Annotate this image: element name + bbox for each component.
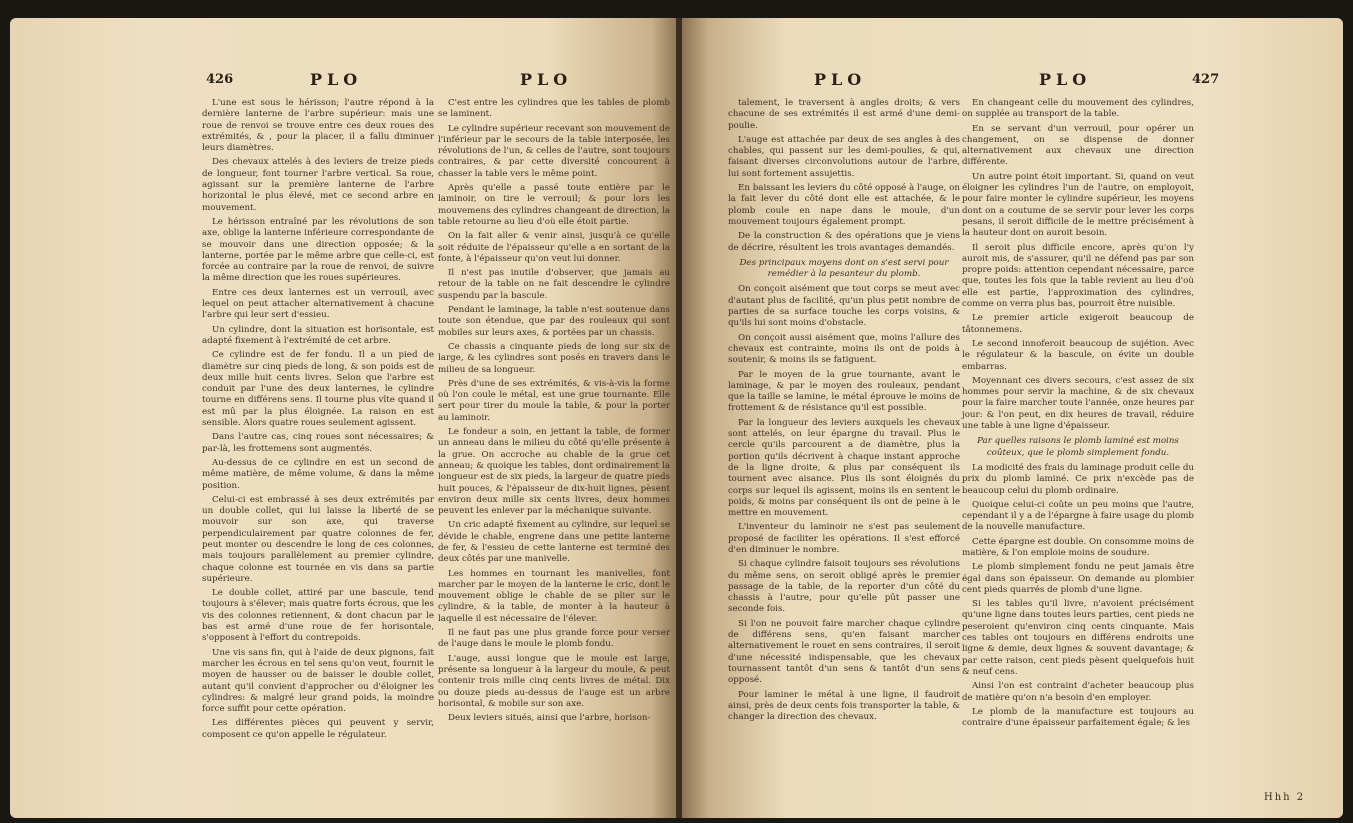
paragraph: L'une est sous le hérisson; l'autre répond à la dernière lanterne de l'arbre supérieur: mais une roue de renvoi se trouve entre ces deux roues des extrémités, & , pour la placer, il a fallu diminuer leurs diamètres.: [202, 98, 434, 154]
open-book: [10, 18, 1343, 818]
paragraph: Le plomb de la manufacture est toujours au contraire d'une épaisseur parfaitement égale; & les: [962, 706, 1194, 729]
page-number: 427: [1192, 72, 1220, 87]
paragraph: Le double collet, attiré par une bascule, tend toujours à s'élever; mais quatre forts écrous, que les vis des colonnes retiennent, & dont chacun par le bas est armé d'une roue de fer horisontale, s'opposent à l'effort du contrepoids.: [202, 588, 434, 644]
paragraph: L'auge, aussi longue que le moule est large, présente sa longueur à la largeur du moule, & peut contenir trois mille cinq cents livres de métal. Dix ou douze pieds au-dessus de l'auge est un arbre horisontal, & mobile sur son axe.: [438, 653, 670, 709]
paragraph: Après qu'elle a passé toute entière par le laminoir, on tire le verrouil; & pour lors les mouvemens des cylindres changeant de direction, la table retourne au lieu d'où elle étoit partie.: [438, 183, 670, 227]
paragraph: Le cylindre supérieur recevant son mouvement de l'inférieur par le secours de la table interposée, les révolutions de l'un, & celles de l'autre, sont toujours contraires, & par cette diversité concourent à chasser la table vers le même point.: [438, 123, 670, 179]
paragraph: On la fait aller & venir ainsi, jusqu'à ce qu'elle soit réduite de l'épaisseur qu'elle a en sortant de la fonte, à l'épaisseur qu'on veut lui donner.: [438, 231, 670, 264]
text-column: [202, 98, 434, 744]
paragraph: L'auge est attachée par deux de ses angles à des chables, qui passent sur les demi-poulies, & qui, faisant diverses circonvolutions autour de l'arbre, lui sont fortement assujettis.: [728, 134, 960, 179]
left-page: [10, 18, 678, 818]
paragraph: On conçoit aisément que tout corps se meut avec d'autant plus de facilité, qu'un plus petit nombre de parties de sa surface touche les corps voisins, & qu'ils lui sont moins d'obstacle.: [728, 284, 960, 329]
paragraph: Il n'est pas inutile d'observer, que jamais au retour de la table on ne fait descendre le cylindre suspendu par la bascule.: [438, 268, 670, 301]
paragraph: Les différentes pièces qui peuvent y servir, composent ce qu'on appelle le régulateur.: [202, 718, 434, 740]
paragraph: Un autre point étoit important. Si, quand on veut éloigner les cylindres l'un de l'autre, on employoit, pour faire monter le cylindre supérieur, les moyens dont on a coutume de se servir pour lever les corps pesans, il seroit difficile de le mettre précisément à la hauteur dont on auroit besoin.: [962, 171, 1194, 239]
paragraph: Les hommes en tournant les manivelles, font marcher par le moyen de la lanterne le cric, dont le mouvement oblige le chable de se plier sur le cylindre, & la table, de monter à la hauteur à laquelle il est nécessaire de l'élever.: [438, 568, 670, 624]
paragraph: Si l'on ne pouvoit faire marcher chaque cylindre de différens sens, qu'en faisant marcher alternativement le rouet en sens contraires, il seroit d'une nécessité indispensable, que les chevaux tournassent tantôt d'un sens & tantôt d'un sens opposé.: [728, 618, 960, 686]
paragraph: Le premier article exigeroit beaucoup de tâtonnemens.: [962, 313, 1194, 335]
paragraph: Pour laminer le métal à une ligne, il faudroit ainsi, près de deux cents fois transporter la table, & changer la direction des chevaux.: [728, 689, 960, 723]
running-head: PLO: [814, 70, 867, 89]
paragraph: Cette épargne est double. On consomme moins de matière, & l'on emploie moins de soudure.: [962, 536, 1195, 558]
paragraph: Ainsi l'on est contraint d'acheter beaucoup plus de matière qu'on n'a besoin d'en employer.: [962, 681, 1194, 703]
paragraph: Le plomb simplement fondu ne peut jamais être égal dans son épaisseur. On demande au plombier cent pieds quarrés de plomb d'une ligne.: [962, 562, 1194, 595]
paragraph: La modicité des frais du laminage produit celle du prix du plomb laminé. Ce prix n'excède pas de beaucoup celui du plomb ordinaire.: [962, 462, 1194, 496]
running-head: PLO: [310, 70, 363, 89]
paragraph: Un cylindre, dont la situation est horisontale, est adapté fixement à l'extrémité de cet arbre.: [202, 324, 434, 346]
paragraph: Ce cylindre est de fer fondu. Il a un pied de diamètre sur cinq pieds de long, & son poids est de deux mille huit cents livres. Selon que l'arbre est conduit par l'une des deux lanternes, le cylindre tourne en différens sens. Il tourne plus vîte quand il est mû par la plus éloignée. La raison en est sensible. Alors quatre roues seulement agissent.: [202, 350, 434, 429]
paragraph: Des principaux moyens dont on s'est servi pour remédier à la pesanteur du plomb.: [739, 257, 949, 280]
text-column: [438, 98, 670, 727]
paragraph: De la construction & des opérations que je viens de décrire, résultent les trois avantages demandés.: [728, 231, 960, 253]
paragraph: Quoique celui-ci coûte un peu moins que l'autre, cependant il y a de l'épargne à faire usage du plomb de la nouvelle manufacture.: [962, 499, 1194, 533]
paragraph: Près d'une de ses extrémités, & vis-à-vis la forme où l'on coule le métal, est une grue tournante. Elle sert pour tirer du moule la table, & pour la porter au laminoir.: [438, 378, 670, 423]
paragraph: En se servant d'un verrouil, pour opérer un changement, on se dispense de donner alternativement aux chevaux une direction différente.: [962, 123, 1194, 168]
paragraph: En changeant celle du mouvement des cylindres, on supplée au transport de la table.: [962, 98, 1194, 120]
paragraph: Par la longueur des leviers auxquels les chevaux sont attelés, on leur épargne du travail. Plus le cercle qu'ils parcourent a de diamètre, plus la portion qu'ils décrivent à chaque instant approche de la ligne droite, & plus par conséquent ils tournent avec aisance. Plus ils sont éloignés du corps sur lequel ils agissent, moins ils en sentent le poids, & moins par conséquent ils ont de peine à le mettre en mouvement.: [728, 417, 960, 519]
signature-mark: Hhh 2: [1264, 792, 1306, 803]
paragraph: Le second innoferoit beaucoup de sujétion. Avec le régulateur & la bascule, on évite un double embarras.: [962, 338, 1194, 372]
paragraph: Des chevaux attelés à des leviers de treize pieds de longueur, font tourner l'arbre vertical. Sa roue, agissant sur la première lanterne de l'arbre horizontal le plus élevé, met ce second arbre en mouvement.: [202, 157, 434, 213]
paragraph: Par quelles raisons le plomb laminé est moins coûteux, que le plomb simplement fondu.: [977, 436, 1179, 458]
paragraph: Si chaque cylindre faisoit toujours ses révolutions du même sens, on seroit obligé après le premier passage de la table, de la reporter d'un côté du chassis à l'autre, pour qu'elle pût passer une seconde fois.: [728, 559, 960, 615]
paragraph: Un cric adapté fixement au cylindre, sur lequel se dévide le chable, engrene dans une petite lanterne de fer, & l'essieu de cette lanterne est terminé des deux côtés par une manivelle.: [438, 520, 670, 565]
paragraph: Par le moyen de la grue tournante, avant le laminage, & par le moyen des rouleaux, pendant que la taille se lamine, le métal éprouve le moins de frottement & de résistance qu'il est possible.: [728, 369, 960, 414]
running-head: PLO: [520, 70, 573, 89]
text-column: [728, 98, 960, 726]
right-page: [682, 18, 1343, 818]
paragraph: Une vis sans fin, qui à l'aide de deux pignons, fait marcher les écrous en tel sens qu'on veut, fournit le moyen de hausser ou de baisser le double collet, autant qu'il convient d'approcher ou d'éloigner les cylindres: & malgré leur grand poids, la moindre force suffit pour cette opération.: [202, 647, 434, 715]
paragraph: Dans l'autre cas, cinq roues sont nécessaires; & par-là, les frottemens sont augmentés.: [202, 432, 434, 454]
paragraph: Le hérisson entraîné par les révolutions de son axe, oblige la lanterne inférieure correspondante de se mouvoir dans une direction opposée; & la lanterne, portée par le même arbre que celle-ci, est forcée au contraire par la roue de renvoi, de suivre la même direction que les roues supérieures.: [202, 216, 434, 284]
paragraph: C'est entre les cylindres que les tables de plomb se laminent.: [438, 98, 670, 120]
page-number: 426: [206, 72, 234, 87]
paragraph: Si les tables qu'il livre, n'avoient précisément qu'une ligne dans toutes leurs parties, cent pieds ne peseroient qu'environ cinq cents cinquante. Mais ces tables ont toujours en différens endroits une ligne & demie, deux lignes & souvent davantage; & par cette raison, cent pieds pèsent quelquefois huit & neuf cens.: [962, 599, 1194, 677]
paragraph: Celui-ci est embrassé à ses deux extrémités par un double collet, qui lui laisse la liberté de se mouvoir sur son axe, qui traverse perpendiculairement par quatre colonnes de fer, peut monter ou descendre le long de ces colonnes, mais toujours parallèlement au premier cylindre, chaque colonne est tournée en vis dans sa partie supérieure.: [202, 494, 434, 584]
paragraph: Moyennant ces divers secours, c'est assez de six hommes pour servir la machine, & de six chevaux pour la faire marcher toute l'année, onze heures par jour: & l'on peut, en dix heures de travail, réduire une table à une ligne d'épaisseur.: [962, 375, 1194, 432]
running-head: PLO: [1039, 70, 1092, 89]
paragraph: talement, le traversent à angles droits; & vers chacune de ses extrémités il est armé d'une demi-poulie.: [728, 98, 960, 131]
paragraph: Le fondeur a soin, en jettant la table, de former un anneau dans le milieu du côté qu'elle présente à la grue. On accroche au chable de la grue cet anneau; & quoique les tables, dont ordinairement la longueur est de six pieds, la largeur de quatre pieds huit pouces, & l'épaisseur de dix-huit lignes, pèsent environ deux mille six cents livres, deux hommes peuvent les enlever par la méchanique suivante.: [438, 427, 670, 517]
paragraph: Deux leviers situés, ainsi que l'arbre, horison-: [448, 713, 651, 724]
paragraph: L'inventeur du laminoir ne s'est pas seulement proposé de faciliter les opérations. Il s'est efforcé d'en diminuer le nombre.: [728, 522, 960, 555]
paragraph: Entre ces deux lanternes est un verrouil, avec lequel on peut attacher alternativement à chacune l'arbre qui leur sert d'essieu.: [202, 287, 434, 321]
paragraph: Au-dessus de ce cylindre en est un second de même matière, de même volume, & dans la même position.: [202, 457, 434, 491]
paragraph: On conçoit aussi aisément que, moins l'allure des chevaux est contrainte, moins ils ont de poids à soutenir, & moins ils se fatiguent.: [728, 332, 960, 366]
paragraph: Il seroit plus difficile encore, après qu'on l'y auroit mis, de s'assurer, qu'il ne défend pas par son propre poids: attention cependant nécessaire, parce que, toutes les fois que la table revient au lieu d'où elle est partie, l'approximation des cylindres, comme on verra plus bas, pourroit être nuisible.: [962, 242, 1194, 310]
paragraph: Il ne faut pas une plus grande force pour verser de l'auge dans le moule le plomb fondu.: [438, 628, 670, 650]
text-column: [962, 98, 1194, 732]
paragraph: En baissant les leviers du côté opposé à l'auge, on la fait lever du côté dont elle est attachée, & le plomb coule en nape dans le moule, d'un mouvement toujours également prompt.: [728, 183, 960, 227]
paragraph: Pendant le laminage, la table n'est soutenue dans toute son étendue, que par des rouleaux qui sont mobiles sur leurs axes, & portées par un chassis.: [438, 305, 670, 338]
paragraph: Ce chassis a cinquante pieds de long sur six de large, & les cylindres sont posés en travers dans le milieu de sa longueur.: [438, 341, 670, 375]
